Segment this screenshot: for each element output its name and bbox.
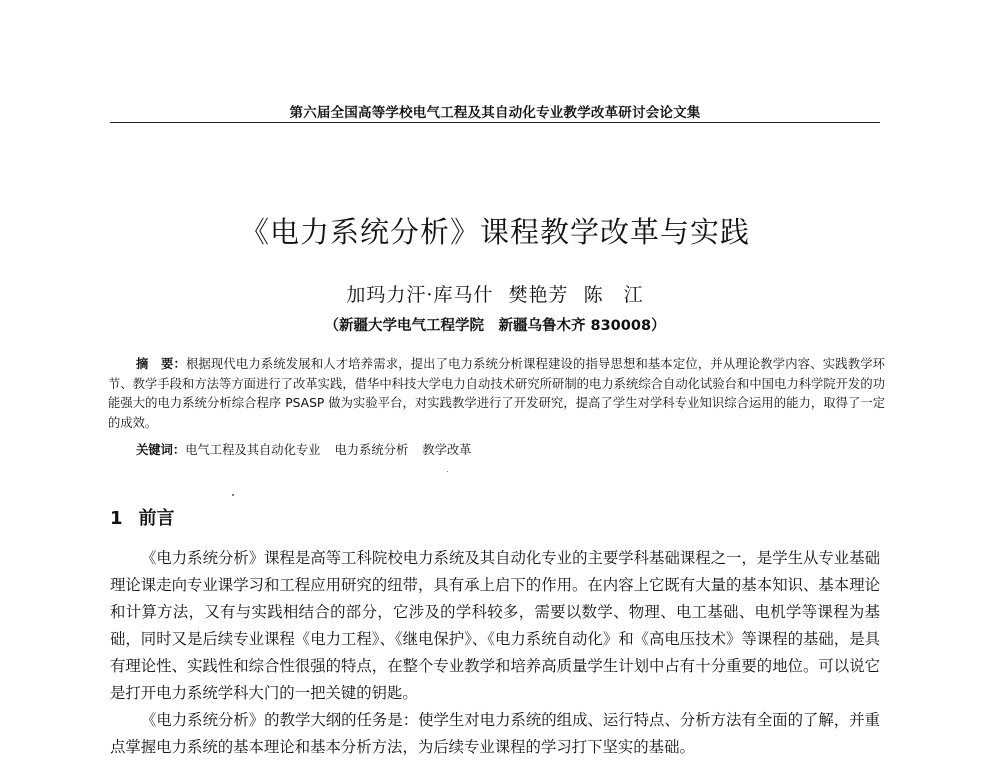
abstract-text: 根据现代电力系统发展和人才培养需求，提出了电力系统分析课程建设的指导思想和基本定位，并从理论教学内容、实践教学环节、教学手段和方法等方面进行了改革实践，借华中科技大学电力自动技术研究所研制的电力系统综合自动化试验台和中国电力科学院开发的功能强大的电力系统分析综合程序 PSASP 做为实验平台，对实践教学进行了开发研究，提高了学生对学科专业知识综合运用的能力，取得了一定的成效。	[108, 357, 885, 430]
keyword-item: 电力系统分析	[334, 443, 409, 457]
author-name: 樊艳芳	[508, 284, 569, 306]
abstract-label: 摘 要：	[136, 357, 186, 371]
scan-speck	[447, 471, 448, 472]
paper-title: 《电力系统分析》课程教学改革与实践	[239, 215, 750, 249]
abstract	[108, 355, 885, 433]
section-number: 1	[110, 508, 123, 529]
body-text	[110, 545, 880, 761]
section-heading	[110, 504, 175, 530]
author-name: 陈 江	[583, 284, 644, 306]
scan-speck	[232, 494, 234, 496]
header-rule	[110, 122, 880, 123]
author-name: 加玛力汗·库马什	[346, 284, 494, 306]
keywords-label: 关键词：	[136, 443, 186, 457]
body-paragraph: 《电力系统分析》课程是高等工科院校电力系统及其自动化专业的主要学科基础课程之一，是学生从专业基础理论课走向专业课学习和工程应用研究的纽带，具有承上启下的作用。在内容上它既有大量的基本知识、基本理论和计算方法，又有与实践相结合的部分，它涉及的学科较多，需要以数学、物理、电工基础、电机学等课程为基础，同时又是后续专业课程《电力工程》、《继电保护》、《电力系统自动化》和《高电压技术》等课程的基础，是具有理论性、实践性和综合性很强的特点，在整个专业教学和培养高质量学生计划中占有十分重要的地位。可以说它是打开电力系统学科大门的一把关键的钥匙。	[110, 549, 880, 702]
keywords	[136, 441, 885, 460]
keyword-item: 教学改革	[422, 443, 472, 457]
author-list	[110, 280, 880, 307]
running-head: 第六届全国高等学校电气工程及其自动化专业教学改革研讨会论文集	[289, 105, 701, 121]
affiliation: （新疆大学电气工程学院 新疆乌鲁木齐 830008）	[324, 318, 666, 334]
keyword-item: 电气工程及其自动化专业	[185, 443, 321, 457]
section-title: 前言	[138, 508, 175, 529]
body-paragraph: 《电力系统分析》的教学大纲的任务是：使学生对电力系统的组成、运行特点、分析方法有全面的了解，并重点掌握电力系统的基本理论和基本分析方法，为后续专业课程的学习打下坚实的基础。	[110, 711, 880, 756]
